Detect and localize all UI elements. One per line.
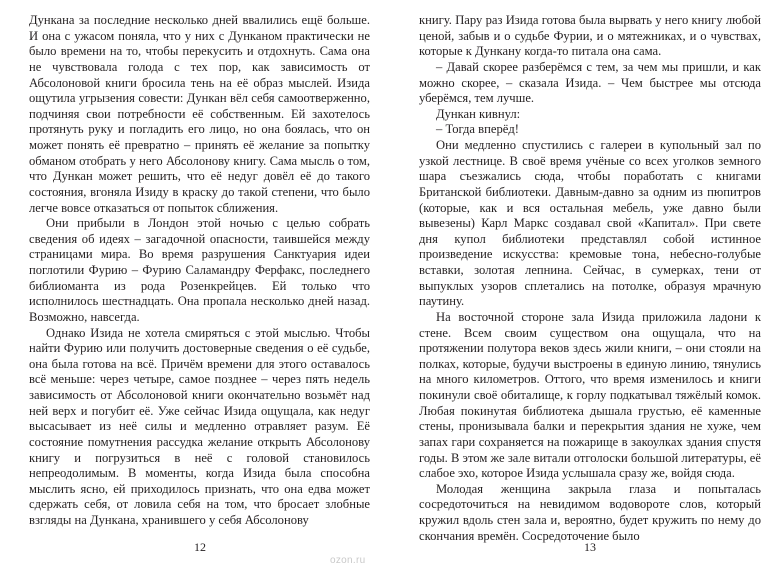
paragraph: Дункана за последние несколько дней ввалились ещё больше. И она с ужасом поняла, что у них с Дунканом практически не было времени на то, чтобы перекусить и отдохнуть. Сама она не чувствовала голода с тех пор, как зависимость от Абсолоновой книги бросила тень на её образ мыслей. Изида ощутила угрызения совести: Дункан вёл себя самоотверженно, подчиняя свои потребности её собственным. Ей захотелось протянуть руку и погладить его лицо, но она боялась, что он может понять её превратно – принять её желание за попытку обманом отобрать у него Абсолонову книгу. Сама мысль о том, что Дункан может решить, что её недуг довёл её до такого состояния, вгоняла Изиду в краску до такой степени, что было легче вовсе отказаться от попыток сближения. (29, 13, 370, 215)
paragraph: книгу. Пару раз Изида готова была вырвать у него книгу любой ценой, забыв и о судьбе Фурии, и о мятежниках, и о чувствах, которые к Дункану когда-то питала она сама. (419, 13, 761, 59)
left-text-column (29, 13, 370, 529)
paragraph: Они прибыли в Лондон этой ночью с целью собрать сведения об идеях – загадочной опасности, таившейся между страницами мира. Во время разрушения Санктуария идеи поглотили Фурию – Фурию Саламандру Ферфакс, последнего библиоманта из рода Розенкрейцев. Ей только что исполнилось шестнадцать. Она пропала несколько дней назад. Возможно, навсегда. (29, 216, 370, 324)
paragraph: Молодая женщина закрыла глаза и попыталась сосредоточиться на невидимом водовороте слов, который кружил вдоль стен зала и, вероятно, будет кружить по нему до скончания времён. Сосредоточение было (419, 481, 761, 543)
page-number: 12 (194, 540, 206, 554)
paragraph: – Давай скорее разберёмся с тем, за чем мы пришли, и как можно скорее, – сказала Изида. – Чем быстрее мы отсюда уберёмся, тем лучше. (419, 59, 761, 106)
page-number: 13 (584, 540, 596, 554)
paragraph: На восточной стороне зала Изида приложила ладони к стене. Всем своим существом она ощущала, что на протяжении полутора веков здесь жили книги, – они стояли на полках, которые, будучи выстроены в единую линию, тянулись на много километров. Оттого, что время изменилось и книги покинули своё обиталище, к горлу подкатывал тяжёлый комок. Любая покинутая библиотека дышала грустью, её каменные стены, пронизывала балки и перекрытия здания не хуже, чем запах гари сохраняется на пожарище в закоулках здания спустя годы. В этом же зале витали отголоски большой литературы, её слабое эхо, которое Изида услышала сразу же, войдя сюда. (419, 309, 761, 481)
paragraph: Они медленно спустились с галереи в купольный зал по узкой лестнице. В своё время учёные со всех уголков земного шара съезжались сюда, чтобы поработать с книгами Британской библиотеки. Давным-давно за одним из пюпитров (которые, как и вся остальная мебель, уже давно были вывезены) Карл Маркс создавал свой «Капитал». При свете дня купол библиотеки представлял собой истинное произведение искусства: кремовые тона, небесно-голубые вставки, золотая лепнина. Сейчас, в сумерках, тени от выпуклых узоров сплетались на потолке, образуя мрачную паутину. (419, 138, 761, 309)
paragraph: Дункан кивнул: (436, 106, 521, 121)
paragraph: Однако Изида не хотела смиряться с этой мыслью. Чтобы найти Фурию или получить достоверные сведения о её судьбе, она была готова на всё. Причём времени для этого оставалось всё меньше: через четыре, самое позднее – через пять недель зависимость от Абсолоновой книги окончательно возьмёт над ней верх и погубит её. Уже сейчас Изида ощущала, как недуг высасывает из неё силы и медленно отравляет разум. Её состояние помутнения рассудка желание открыть Абсолонову книгу и погрузиться в неё с головой становилось непреодолимым. В моменты, когда Изида была способна мыслить ясно, ей приходилось признать, что она едва может сдержать себя, от ловила себя на том, что бросает злобные взгляды на Дункана, хранившего у себя Абсолонову (29, 325, 370, 527)
watermark: ozon.ru (330, 555, 366, 566)
paragraph: – Тогда вперёд! (436, 122, 519, 137)
right-text-column (419, 13, 761, 544)
right-page (385, 0, 770, 571)
